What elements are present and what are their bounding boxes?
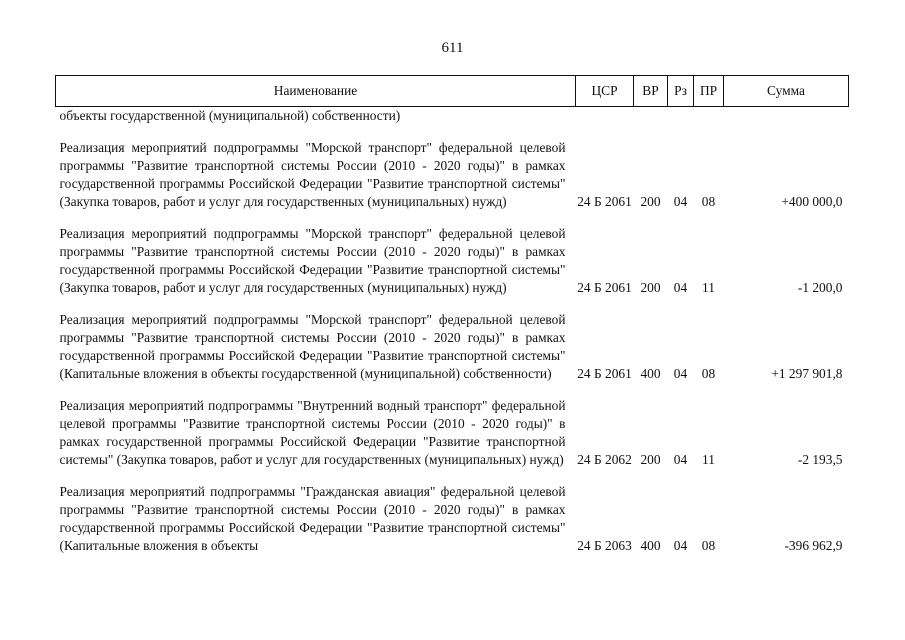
header-rz: Рз (668, 76, 694, 107)
header-name: Наименование (56, 76, 576, 107)
table-row (56, 383, 849, 469)
row-name: Реализация мероприятий подпрограммы "Морской транспорт" федеральной целевой программы "Развитие транспортной системы России (2010 - 2020 годы)" в рамках государственной программы Российской Федерации "Развитие транспортной системы" (Закупка товаров, работ и услуг для государственных (муниципальных) нужд) (59, 140, 566, 209)
row-name: Реализация мероприятий подпрограммы "Морской транспорт" федеральной целевой программы "Развитие транспортной системы России (2010 - 2020 годы)" в рамках государственной программы Российской Федерации "Развитие транспортной системы" (Закупка товаров, работ и услуг для государственных (муниципальных) нужд) (59, 226, 566, 295)
page-number: 611 (441, 40, 464, 56)
row-csr: 24 Б 2061 (577, 280, 632, 295)
row-name: Реализация мероприятий подпрограммы "Внутренний водный транспорт" федеральной целевой программы "Развитие транспортной системы России (2010 - 2020 годы)" в рамках государственной программы Российской Федерации "Развитие транспортной системы" (Закупка товаров, работ и услуг для государственных (муниципальных) нужд) (59, 398, 566, 467)
row-csr: 24 Б 2061 (577, 366, 632, 381)
row-name: Реализация мероприятий подпрограммы "Гражданская авиация" федеральной целевой программы "Развитие транспортной системы России (2010 - 2020 годы)" в рамках государственной программы Российской Федерации "Развитие транспортной системы" (Капитальные вложения в объекты (59, 484, 566, 553)
row-csr: 24 Б 2062 (577, 452, 632, 467)
row-pr: 08 (701, 538, 716, 553)
row-pr: 11 (702, 452, 715, 467)
header-csr: ЦСР (576, 76, 634, 107)
row-rz: 04 (673, 452, 688, 467)
continuation-row (56, 107, 849, 126)
budget-table (55, 75, 849, 555)
row-sum: -1 200,0 (797, 280, 843, 295)
header-vr: ВР (634, 76, 668, 107)
row-vr: 400 (640, 538, 661, 553)
table-header (56, 76, 849, 107)
row-pr: 08 (701, 194, 716, 209)
row-rz: 04 (673, 366, 688, 381)
row-pr: 08 (701, 366, 716, 381)
row-rz: 04 (673, 280, 688, 295)
row-pr: 11 (702, 280, 715, 295)
row-rz: 04 (673, 538, 688, 553)
row-vr: 200 (640, 194, 661, 209)
row-sum: -396 962,9 (784, 538, 843, 553)
row-csr: 24 Б 2061 (577, 194, 632, 209)
row-sum: -2 193,5 (797, 452, 843, 467)
table-row (56, 297, 849, 383)
header-pr: ПР (694, 76, 724, 107)
table-row (56, 469, 849, 555)
row-vr: 200 (640, 452, 661, 467)
table-row (56, 125, 849, 211)
row-csr: 24 Б 2063 (577, 538, 632, 553)
row-sum: +1 297 901,8 (771, 366, 843, 381)
row-vr: 200 (640, 280, 661, 295)
table-row (56, 211, 849, 297)
row-sum: +400 000,0 (781, 194, 843, 209)
header-sum: Сумма (724, 76, 849, 107)
row-vr: 400 (640, 366, 661, 381)
row-name: Реализация мероприятий подпрограммы "Морской транспорт" федеральной целевой программы "Развитие транспортной системы России (2010 - 2020 годы)" в рамках государственной программы Российской Федерации "Развитие транспортной системы" (Капитальные вложения в объекты государственной (муниципальной) собственности) (59, 312, 566, 381)
continuation-text: объекты государственной (муниципальной) собственности) (59, 108, 401, 123)
row-rz: 04 (673, 194, 688, 209)
